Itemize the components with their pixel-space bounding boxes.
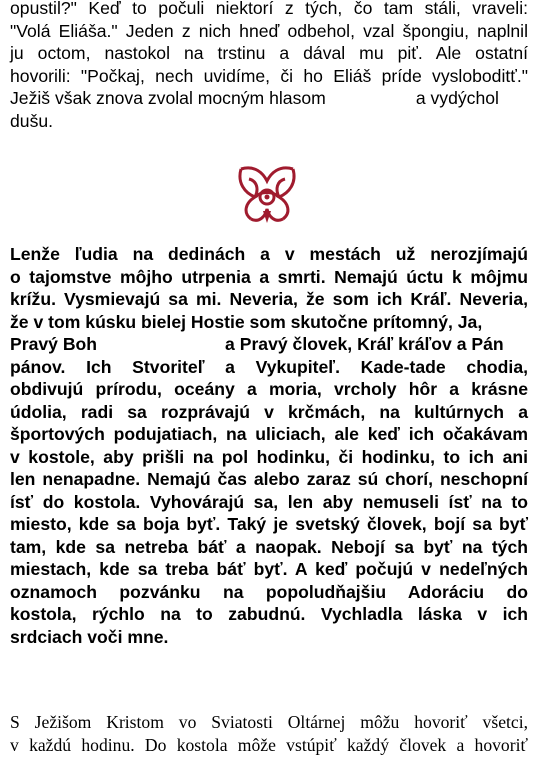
text-line: dušu. (10, 110, 54, 131)
text-fragment: Ježiš však znova zvolal mocným hlasom (10, 88, 326, 108)
text-line: ju octom, nastokol na trstinu a dával mu piť. Ale ostatní (10, 43, 528, 63)
text-line: v každú hodinu. Do kostola môže vstúpiť každý človek a hovoriť (10, 735, 528, 755)
text-line: v kostole, aby prišli na pol hodinku, či hodinku, to ich ani (10, 446, 528, 467)
text-line: športových podujatiach, na uliciach, ale keď ich očakávam (10, 424, 528, 444)
text-line: hovorili: "Počkaj, nech uvidíme, či ho Eliáš príde vysloboditť." (10, 65, 528, 86)
text-line: opustil?" Keď to počuli niektorí z tých, čo tam stáli, vraveli: (10, 0, 528, 18)
text-line: S Ježišom Kristom vo Sviatosti Oltárnej môžu hovoriť všetci, (10, 712, 528, 732)
text-line: obdivujú prírodu, oceány a moria, vrcholy hôr a krásne (10, 379, 528, 399)
text-fragment: a vydýchol (415, 88, 499, 108)
top-paragraph (10, 0, 528, 132)
text-line (10, 333, 528, 356)
text-line: "Volá Eliáša." Jeden z nich hneď odbehol, vzal špongiu, naplnil (10, 20, 528, 41)
text-line: krížu. Vysmievajú sa mi. Neveria, že som ich Kráľ. Neveria, (10, 289, 528, 309)
text-line: kostola, rýchlo na to zabudnú. Vychladla láska v ich (10, 604, 528, 624)
text-line: o tajomstve môjho utrpenia a smrti. Nemajú úctu k môjmu (10, 266, 528, 287)
bold-paragraph (10, 243, 528, 648)
text-line: miesto, kde sa boja byť. Taký je svetský človek, bojí sa byť (10, 514, 528, 534)
text-line: miestach, kde sa treba báť byť. A keď počujú v nedeľných (10, 559, 528, 579)
text-line: len nenapadne. Nemajú čas alebo zaraz sú chorí, neschopní (10, 469, 528, 489)
celtic-knot-ornament-icon (235, 163, 299, 225)
text-line: údolia, radi sa rozprávajú v krčmách, na kultúrnych a (10, 401, 528, 422)
text-line: tam, kde sa netreba báť a naopak. Nebojí sa byť na tých (10, 536, 528, 557)
text-line: Lenže ľudia na dedinách a v mestách už nerozjímajú (10, 244, 528, 264)
text-line: oznamoch pozvánku na popoludňajšiu Adoráciu do (10, 581, 528, 602)
text-fragment: a Pravý človek, Kráľ kráľov a Pán (225, 334, 504, 354)
text-fragment: Pravý Boh (10, 334, 98, 354)
text-line: pánov. Ich Stvoriteľ a Vykupiteľ. Kade-tade chodia, (10, 356, 528, 377)
bottom-paragraph (10, 711, 528, 757)
text-line: ísť do kostola. Vyhovárajú sa, len aby nemuseli ísť na to (10, 491, 528, 512)
text-line (10, 87, 528, 110)
text-line: že v tom kúsku bielej Hostie som skutočne prítomný, Ja, (10, 311, 483, 332)
text-line: srdciach voči mne. (10, 626, 169, 647)
